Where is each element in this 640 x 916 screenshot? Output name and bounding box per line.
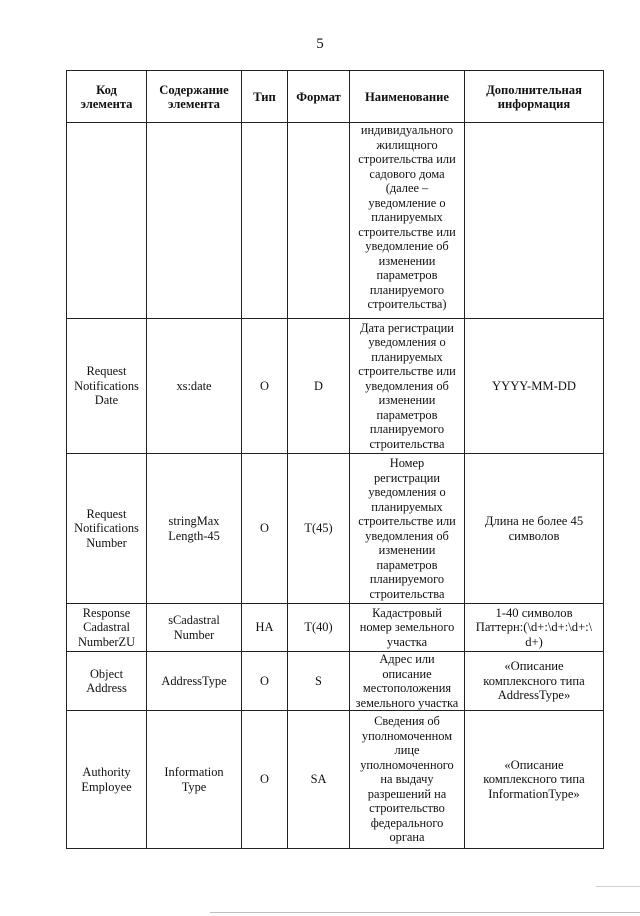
header-code: Код элемента [67,71,147,123]
table-header-row [67,71,604,123]
scan-bottom-line [210,912,640,913]
cell-content: sCadastral Number [147,604,242,652]
cell-format: S [288,652,350,711]
cell-content: stringMax Length-45 [147,454,242,604]
cell-format: SA [288,711,350,849]
cell-type: О [242,454,288,604]
cell-name: индивидуального жилищного строительства или садового дома (далее – уведомление о планируемых строительстве или уведомление об изменении параметров планируемого строительства) [350,123,465,319]
cell-name: Номер регистрации уведомления о планируемых строительстве или уведомления об изменении параметров планируемого строительства [350,454,465,604]
page-number: 5 [316,36,324,52]
cell-type: О [242,711,288,849]
element-spec-table [66,70,604,849]
table-row [67,604,604,652]
cell-content: AddressType [147,652,242,711]
cell-type: НА [242,604,288,652]
table-row [67,454,604,604]
cell-code: Response Cadastral NumberZU [67,604,147,652]
cell-name: Кадастровый номер земельного участка [350,604,465,652]
cell-format [288,123,350,319]
cell-code: Authority Employee [67,711,147,849]
cell-extra: «Описание комплексного типа InformationType» [465,711,604,849]
table-row [67,123,604,319]
table-row [67,711,604,849]
cell-code: Object Address [67,652,147,711]
cell-extra [465,123,604,319]
cell-format: D [288,319,350,454]
cell-content: xs:date [147,319,242,454]
cell-type [242,123,288,319]
cell-name: Адрес или описание местоположения земельного участка [350,652,465,711]
cell-extra: «Описание комплексного типа AddressType» [465,652,604,711]
header-type: Тип [242,71,288,123]
cell-format: T(40) [288,604,350,652]
cell-type: О [242,652,288,711]
cell-code: Request Notifications Number [67,454,147,604]
cell-content: Information Type [147,711,242,849]
cell-name: Сведения об уполномоченном лице уполномоченного на выдачу разрешений на строительство федерального органа [350,711,465,849]
table-row [67,319,604,454]
scan-edge-line [596,886,640,887]
header-content: Содержание элемента [147,71,242,123]
cell-code [67,123,147,319]
cell-format: T(45) [288,454,350,604]
cell-extra: 1-40 символов Паттерн:(\d+:\d+:\d+:\ d+) [465,604,604,652]
header-extra-info: Дополнительная информация [465,71,604,123]
cell-extra: YYYY-MM-DD [465,319,604,454]
cell-extra: Длина не более 45 символов [465,454,604,604]
cell-name: Дата регистрации уведомления о планируемых строительстве или уведомления об изменении параметров планируемого строительства [350,319,465,454]
cell-code: Request Notifications Date [67,319,147,454]
cell-content [147,123,242,319]
cell-type: О [242,319,288,454]
header-name: Наименование [350,71,465,123]
header-format: Формат [288,71,350,123]
table-row [67,652,604,711]
